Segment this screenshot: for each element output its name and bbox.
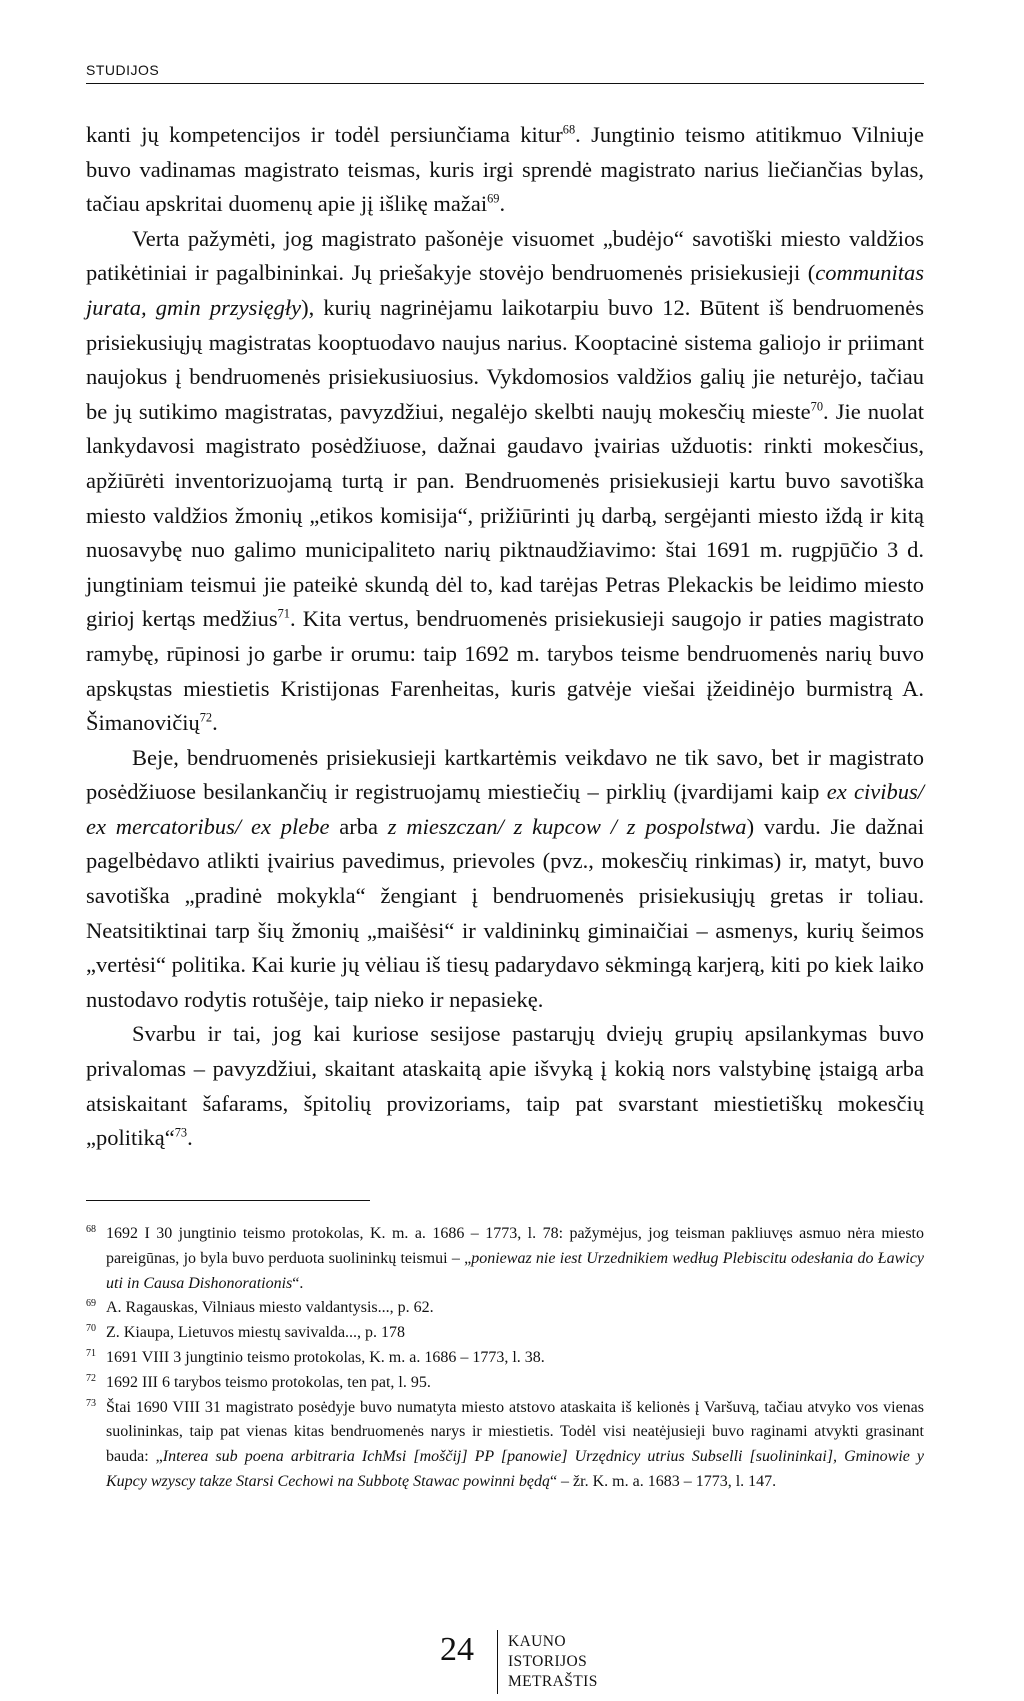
italic-text: z mieszczan/ z kupcow / z pospolstwa: [387, 813, 747, 839]
journal-name-line: KAUNO: [508, 1633, 566, 1650]
text-run: 1692 III 6 tarybos teismo protokolas, ten pat, l. 95.: [106, 1373, 431, 1391]
footnote: [86, 1321, 924, 1346]
text-run: ) vardu. Jie dažnai pagelbėdavo atlikti įvairius pavedimus, prievoles (pvz., mokesčių rinkimas) ir, matyt, buvo savotiška „pradinė mokykla“ žengiant į bendruomenės prisiekusiųjų gretas ir toliau. Neatsitiktinai tarp šių žmonių „maišėsi“ ir valdininkų giminaičiai – asmenys, kurių šeimos „vertėsi“ politika. Kai kurie jų vėliau iš tiesų padarydavo sėkmingą karjerą, kiti po kiek laiko nustodavo rodytis rotušėje, taip nieko ir nepasiekę.: [86, 813, 924, 1012]
footnote-rule: [86, 1200, 370, 1201]
footnote-ref: 72: [199, 710, 213, 725]
footnote-ref: 71: [277, 606, 290, 621]
footnote-number: 70: [86, 1323, 96, 1335]
paragraph: [86, 741, 924, 1018]
text-run: . Kita vertus, bendruomenės prisiekusieji saugojo ir paties magistrato ramybę, rūpinosi jo garbe ir orumu: taip 1692 m. tarybos teisme bendruomenės narių buvo apskųstas miestietis Kristijonas Farenheitas, kuris gatvėje viešai įžeidinėjo burmistrą A. Šimanovičių: [86, 606, 924, 736]
text-run: .: [187, 1125, 193, 1151]
text-run: A. Ragauskas, Vilniaus miesto valdantysis..., p. 62.: [106, 1299, 434, 1317]
footnote-number: 68: [86, 1224, 96, 1235]
text-run: .: [499, 191, 506, 217]
text-run: Beje, bendruomenės prisiekusieji kartkartėmis veikdavo ne tik savo, bet ir magistrato posėdžiuose besilankančių ir registruojamų miestiečių – pirklių (įvardijami kaip: [86, 744, 924, 805]
paragraph: [86, 222, 924, 741]
text-run: Štai 1690 VIII 31 magistrato posėdyje buvo numatyta miesto atstovo ataskaita iš kelionės į Varšuvą, tačiau atvyko vos vienas suolininkas, taip pat vienas kitas bendruomenės narys ir miestietis. Todėl visi neatėjusieji buvo raginami atvykti grasinant bauda: „: [106, 1398, 924, 1466]
text-run: “ – žr. K. m. a. 1683 – 1773, l. 147.: [549, 1472, 777, 1490]
paragraph: [86, 1017, 924, 1155]
text-run: arba: [329, 813, 388, 839]
footnote: [86, 1296, 924, 1321]
text-run: kanti jų kompetencijos ir todėl persiunčiama kitur: [86, 122, 563, 147]
text-run: Verta pažymėti, jog magistrato pašonėje visuomet „budėjo“ savotiški miesto valdžios patikėtiniai ir pagalbininkai. Jų priešakyje stovėjo bendruomenės prisiekusieji (: [86, 225, 924, 286]
italic-text: poniewaz nie iest Urzednikiem według Plebiscitu odesłania do Ławicy uti in Causa Dishonorationis: [106, 1249, 924, 1292]
footnote: [86, 1396, 924, 1495]
footnote-number: 71: [86, 1347, 96, 1359]
footnote-number: 73: [86, 1397, 96, 1409]
journal-name-line: ISTORIJOS: [508, 1653, 588, 1670]
text-run: 1691 VIII 3 jungtinio teismo protokolas, K. m. a. 1686 – 1773, l. 38.: [106, 1348, 545, 1366]
text-run: “.: [292, 1274, 304, 1292]
footnote: [86, 1222, 924, 1296]
footnote-ref: 68: [562, 122, 576, 137]
text-run: ), kurių nagrinėjamu laikotarpiu buvo 12. Būtent iš bendruomenės prisiekusiųjų magistratas kooptuodavo naujus narius. Kooptacinė sistema galiojo ir priimant naujokus į bendruomenės prisiekusiuosius. Vykdomosios valdžios galių jie neturėjo, tačiau be jų sutikimo magistratas, pavyzdžiui, negalėjo skelbti naujų mokesčių mieste: [86, 294, 924, 424]
text-run: . Jie nuolat lankydavosi magistrato posėdžiuose, dažnai gaudavo įvairias užduotis: rinkti mokesčius, apžiūrėti inventorizuojamą turtą ir pan. Bendruomenės prisiekusieji kartu buvo savotiška miesto valdžios žmonių „etikos komisija“, prižiūrinti jų darbą, sergėjanti miesto iždą ir kitą nuosavybę nuo galimo municipaliteto narių piktnaudžiavimo: štai 1691 m. rugpjūčio 3 d. jungtiniam teismui jie pateikė skundą dėl to, kad tarėjas Petras Plekackis be leidimo miesto girioj kertąs medžius: [86, 398, 924, 632]
text-run: Svarbu ir tai, jog kai kuriose sesijose pastarųjų dviejų grupių apsilankymas buvo privalomas – pavyzdžiui, skaitant ataskaitą apie išvyką į kokią nors valstybinę įstaigą arba atsiskaitant šafarams, špitolių provizoriams, taip pat svarstant miestietiškų mokesčių „politiką“: [86, 1021, 924, 1151]
paragraph: [86, 118, 924, 222]
footnote-number: 69: [86, 1298, 96, 1310]
footnote: [86, 1346, 924, 1371]
footnote-ref: 69: [487, 191, 500, 206]
text-run: .: [212, 710, 218, 736]
footnotes: [86, 1222, 924, 1495]
running-title: STUDIJOS: [86, 62, 160, 78]
footnote: [86, 1371, 924, 1396]
page-number: 24: [440, 1631, 474, 1668]
text-run: Z. Kiaupa, Lietuvos miestų savivalda..., p. 178: [106, 1324, 406, 1342]
journal-name-line: METRAŠTIS: [508, 1673, 598, 1690]
body-text: [86, 118, 924, 1156]
footnote-ref: 73: [174, 1125, 188, 1140]
footnote-ref: 70: [810, 399, 824, 414]
text-run: 1692 I 30 jungtinio teismo protokolas, K. m. a. 1686 – 1773, l. 78: pažymėjus, jog teisman pakliuvęs asmuo nėra miesto pareigūnas, jo byla buvo perduota suolininkų teismui – „: [106, 1225, 924, 1267]
italic-text: Interea sub poena arbitraria IchMsi [moščij] PP [panowie] Urzędnicy utrius Subselli [suolininkai], Gminowie y Kupcy wzyscy takze Starsi Cechowi na Subbotę Stawac powinni będą: [106, 1448, 925, 1490]
italic-text: communitas jurata, gmin przysięgły: [86, 260, 924, 320]
journal-name: [508, 1632, 598, 1692]
footnote-number: 72: [86, 1372, 96, 1384]
text-run: . Jungtinio teismo atitikmuo Vilniuje buvo vadinamas magistrato teismas, kuris irgi sprendė magistrato narius liečiančias bylas, tačiau apskritai duomenų apie jį išlikę mažai: [86, 122, 925, 217]
italic-text: ex civibus/ ex mercatoribus/ ex plebe: [86, 779, 924, 839]
running-header: [86, 62, 924, 84]
footer-divider: [497, 1630, 498, 1694]
